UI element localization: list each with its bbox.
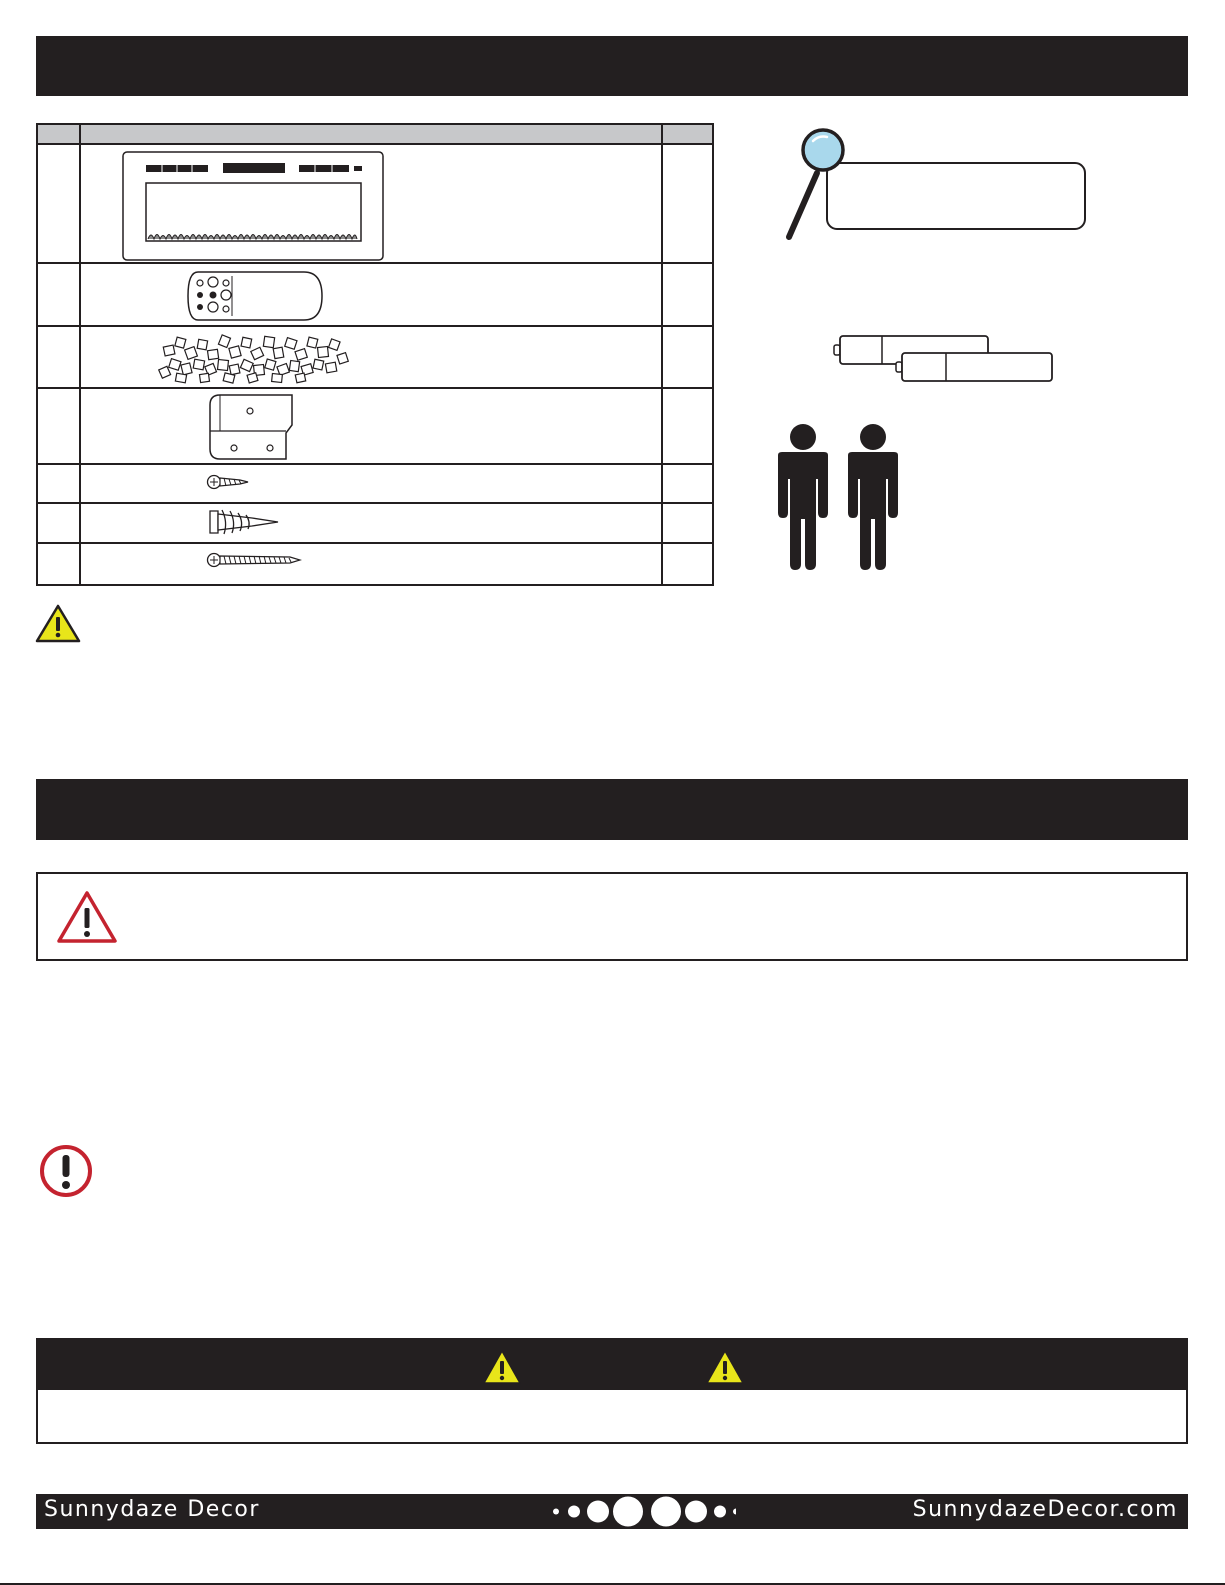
two-person-icon [772, 423, 906, 571]
table-row-divider [38, 325, 712, 327]
table-row-divider [38, 542, 712, 544]
table-row-divider [38, 463, 712, 465]
remote-control-illustration [186, 270, 324, 322]
warning-triangle-outline-icon [56, 890, 118, 944]
warning-notice-header [38, 1340, 1186, 1390]
warning-triangle-icon [482, 1349, 522, 1385]
section-header-bar [36, 779, 1188, 840]
magnifying-glass-icon [785, 123, 1105, 241]
exclamation-circle-icon [38, 1143, 94, 1199]
warning-box [36, 872, 1188, 961]
table-column-divider [661, 125, 663, 584]
parts-table-header [38, 125, 712, 145]
warning-triangle-icon [705, 1349, 745, 1385]
table-row-divider [38, 502, 712, 504]
wall-anchor-illustration [206, 508, 280, 536]
long-screw-illustration [206, 550, 302, 570]
warning-triangle-icon [35, 603, 81, 643]
footer-brand: Sunnydaze Decor [44, 1497, 260, 1522]
section-header-bar [36, 36, 1188, 96]
fireplace-unit-illustration [122, 151, 384, 261]
mounting-bracket-illustration [206, 391, 302, 463]
short-screw-illustration [206, 472, 250, 492]
page-footer [36, 1494, 1188, 1529]
warning-notice-box [36, 1338, 1188, 1444]
table-column-divider [79, 125, 81, 584]
parts-table [36, 123, 714, 586]
crystal-media-illustration [156, 330, 356, 385]
footer-dots-decoration [516, 1494, 736, 1529]
table-row-divider [38, 387, 712, 389]
battery-icon [832, 334, 1062, 386]
table-row-divider [38, 262, 712, 264]
footer-website-link[interactable]: SunnydazeDecor.com [912, 1497, 1178, 1522]
